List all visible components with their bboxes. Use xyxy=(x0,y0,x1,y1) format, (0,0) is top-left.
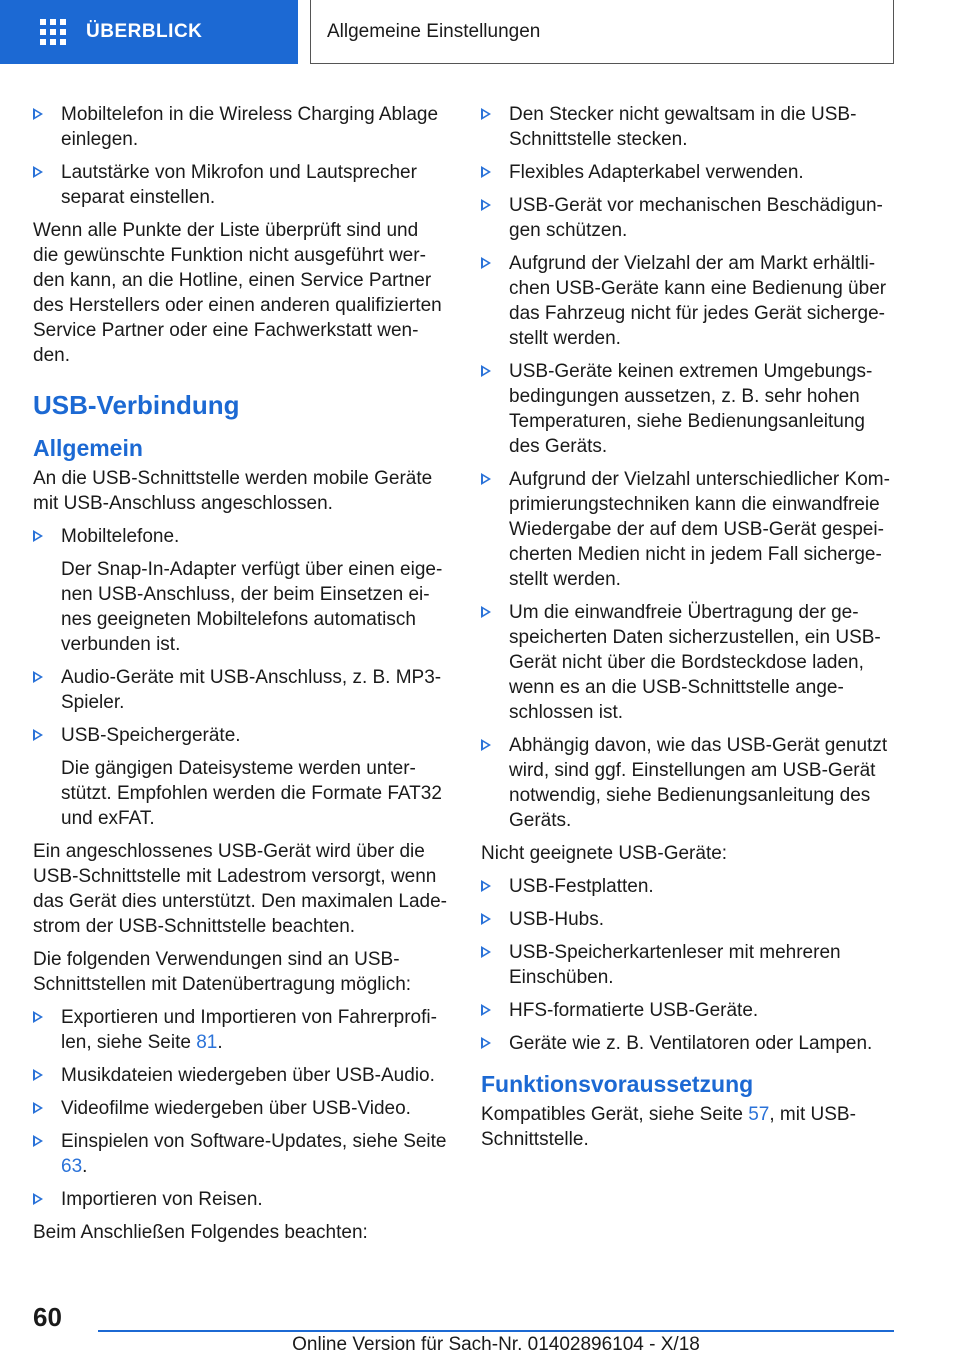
subheading-general: Allgemein xyxy=(33,435,143,461)
list-checks xyxy=(33,102,448,210)
triangle-bullet-icon xyxy=(33,166,43,178)
paragraph-unsuitable: Nicht geeignete USB-Geräte: xyxy=(481,843,728,864)
list-item: USB-Festplatten. xyxy=(481,874,896,899)
list-item: USB-Gerät vor mechanischen Beschädigungen schützen. xyxy=(481,193,896,243)
list-item: Exportieren und Importieren von Fahrerprofilen, siehe Seite 81. xyxy=(33,1005,448,1055)
list-precautions xyxy=(481,102,896,833)
page-number: 60 xyxy=(33,1302,62,1332)
list-item: USB-Hubs. xyxy=(481,907,896,932)
triangle-bullet-icon xyxy=(481,473,491,485)
paragraph-hotline: Wenn alle Punkte der Liste überprüft sind und die gewünschte Funktion nicht ausgeführt werden kann, an die Hotline, einen Service Partner des Herstellers oder einen anderen qualifizierten Service Partner oder eine Fachwerkstatt wenden. xyxy=(33,220,442,366)
triangle-bullet-icon xyxy=(33,1069,43,1081)
list-item: Aufgrund der Vielzahl unterschiedlicher Komprimierungstechniken kann die einwandfreie Wiedergabe der auf dem USB-Gerät gespeicherten Medien nicht in jedem Fall sichergestellt werden. xyxy=(481,467,896,592)
triangle-bullet-icon xyxy=(481,108,491,120)
triangle-bullet-icon xyxy=(481,739,491,751)
footer-online-version: Online Version für Sach-Nr. 01402896104 - X/18 xyxy=(292,1334,700,1355)
list-item: Audio-Geräte mit USB-Anschluss, z. B. MP3-Spieler. xyxy=(33,665,448,715)
page-header xyxy=(0,0,960,66)
page-link-81[interactable]: 81 xyxy=(196,1032,218,1053)
triangle-bullet-icon xyxy=(33,1193,43,1205)
triangle-bullet-icon xyxy=(481,913,491,925)
overview-tab-label: ÜBERBLICK xyxy=(86,21,203,42)
list-item: Videofilme wiedergeben über USB-Video. xyxy=(33,1096,448,1121)
list-item: Den Stecker nicht gewaltsam in die USB-Schnittstelle stecken. xyxy=(481,102,896,152)
grid-icon xyxy=(40,19,66,45)
list-uses xyxy=(33,1005,448,1212)
list-item: Geräte wie z. B. Ventilatoren oder Lampen. xyxy=(481,1031,896,1056)
triangle-bullet-icon xyxy=(481,365,491,377)
list-unsuitable xyxy=(481,874,896,1056)
triangle-bullet-icon xyxy=(481,199,491,211)
triangle-bullet-icon xyxy=(481,1004,491,1016)
paragraph-connecting: Beim Anschließen Folgendes beachten: xyxy=(33,1222,368,1243)
triangle-bullet-icon xyxy=(481,1037,491,1049)
triangle-bullet-icon xyxy=(33,530,43,542)
list-item: Lautstärke von Mikrofon und Lautsprecher separat einstellen. xyxy=(33,160,448,210)
triangle-bullet-icon xyxy=(481,166,491,178)
page-link-63[interactable]: 63 xyxy=(61,1156,83,1177)
triangle-bullet-icon xyxy=(33,1011,43,1023)
list-item: Flexibles Adapterkabel verwenden. xyxy=(481,160,896,185)
list-item-detail: Der Snap-In-Adapter verfügt über einen eigenen USB-Anschluss, der beim Einsetzen eines geeigneten Mobiltelefons automatisch verbunden ist. xyxy=(61,559,443,655)
list-item: HFS-formatierte USB-Geräte. xyxy=(481,998,896,1023)
triangle-bullet-icon xyxy=(33,729,43,741)
section-tab-label: Allgemeine Einstellungen xyxy=(327,20,541,42)
triangle-bullet-icon xyxy=(481,257,491,269)
section-tab[interactable] xyxy=(310,0,894,64)
page-link-57[interactable]: 57 xyxy=(748,1104,770,1125)
list-item: Musikdateien wiedergeben über USB-Audio. xyxy=(33,1063,448,1088)
triangle-bullet-icon xyxy=(481,606,491,618)
paragraph-charging: Ein angeschlossenes USB-Gerät wird über die USB-Schnittstelle mit Ladestrom versorgt, wenn das Gerät dies unterstützt. Den maximalen Ladestrom der USB-Schnittstelle beachten. xyxy=(33,841,447,937)
paragraph-requirement: Kompatibles Gerät, siehe Seite 57, mit USB-Schnittstelle. xyxy=(481,1104,856,1150)
list-item: Einspielen von Software-Updates, siehe Seite 63. xyxy=(33,1129,448,1179)
triangle-bullet-icon xyxy=(33,1135,43,1147)
left-column xyxy=(33,102,448,1253)
triangle-bullet-icon xyxy=(33,671,43,683)
list-item-detail: Die gängigen Dateisysteme werden unterstützt. Empfohlen werden die Formate FAT32 und exFAT. xyxy=(61,758,442,829)
list-item: Um die einwandfreie Übertragung der gespeicherten Daten sicherzustellen, ein USB-Gerät nicht über die Bordsteckdose laden, wenn es an die USB-Schnittstelle angeschlossen ist. xyxy=(481,600,896,725)
subheading-requirement: Funktionsvoraussetzung xyxy=(481,1071,754,1097)
list-item: USB-Speicherkartenleser mit mehreren Einschüben. xyxy=(481,940,896,990)
list-item: Importieren von Reisen. xyxy=(33,1187,448,1212)
heading-usb-connection: USB-Verbindung xyxy=(33,390,240,420)
list-item: Abhängig davon, wie das USB-Gerät genutzt wird, sind ggf. Einstellungen am USB-Gerät notwendig, siehe Bedienungsanleitung des Geräts. xyxy=(481,733,896,833)
list-item: Aufgrund der Vielzahl der am Markt erhältlichen USB-Geräte kann eine Bedienung über das Fahrzeug nicht für jedes Gerät sichergestellt werden. xyxy=(481,251,896,351)
footer-divider xyxy=(98,1330,894,1332)
paragraph-uses: Die folgenden Verwendungen sind an USB-Schnittstellen mit Datenübertragung möglich: xyxy=(33,949,412,995)
triangle-bullet-icon xyxy=(481,946,491,958)
list-item: USB-Speichergeräte. Die gängigen Dateisysteme werden unterstützt. Empfohlen werden die Formate FAT32 und exFAT. xyxy=(33,723,448,831)
overview-tab[interactable] xyxy=(0,0,298,64)
list-item: Mobiltelefon in die Wireless Charging Ablage einlegen. xyxy=(33,102,448,152)
triangle-bullet-icon xyxy=(33,108,43,120)
list-devices xyxy=(33,524,448,831)
triangle-bullet-icon xyxy=(481,880,491,892)
list-item: USB-Geräte keinen extremen Umgebungsbedingungen aussetzen, z. B. sehr hohen Temperaturen, siehe Bedienungsanleitung des Geräts. xyxy=(481,359,896,459)
paragraph-usb-intro: An die USB-Schnittstelle werden mobile Geräte mit USB-Anschluss angeschlossen. xyxy=(33,468,433,514)
list-item: Mobiltelefone. Der Snap-In-Adapter verfügt über einen eigenen USB-Anschluss, der beim Einsetzen eines geeigneten Mobiltelefons automatisch verbunden ist. xyxy=(33,524,448,657)
triangle-bullet-icon xyxy=(33,1102,43,1114)
right-column xyxy=(481,102,896,1160)
